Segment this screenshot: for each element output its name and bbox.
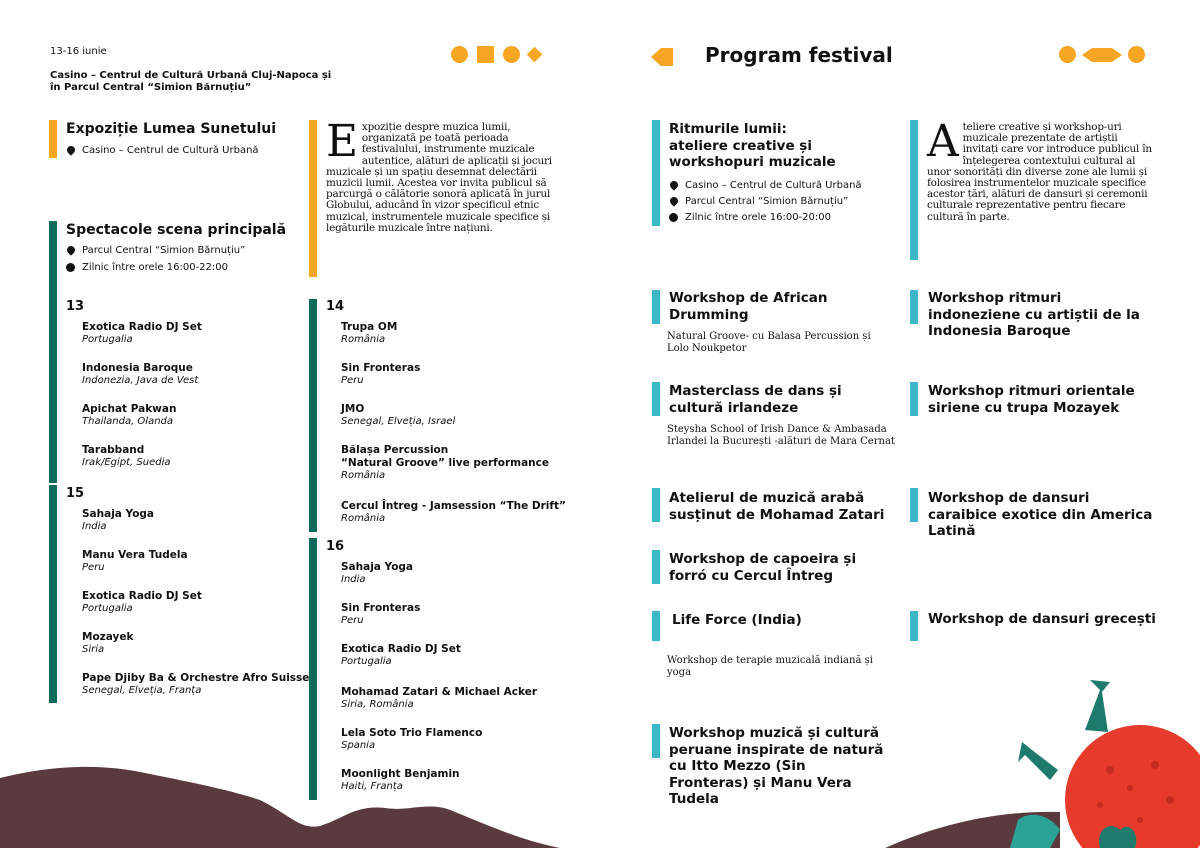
- rhythms-description: Ateliere creative și workshop-uri muzicale prezentate de artiștii invitați care vor introduce publicul în înțelegerea contextului cultural al unor sonorități din diverse zone ale lumii și folosirea instrumentelor muzicale specifice acestor țări, alături de dansuri și ceremonii culturale reprezentative pentru fiecare cultură în parte.: [927, 116, 1152, 223]
- day-14-label: 14: [326, 299, 345, 314]
- act-item: Sin Fronteras Peru: [341, 602, 421, 626]
- rhythms-location-1: Casino – Centrul de Cultură Urbană: [669, 177, 862, 193]
- workshop-title: Atelierul de muzică arabă susținut de Mohamad Zatari: [669, 490, 885, 523]
- act-item: Exotica Radio DJ Set Portugalia: [341, 643, 461, 667]
- workshop-title: Workshop ritmuri orientale siriene cu trupa Mozayek: [928, 383, 1135, 416]
- dates: 13-16 iunie: [50, 46, 107, 57]
- dropcap: E: [326, 116, 358, 167]
- section-bar: [652, 290, 660, 324]
- workshop-title: Workshop de dansuri caraibice exotice din America Latină: [928, 490, 1153, 539]
- location-pin-icon: [668, 195, 679, 206]
- act-item: Exotica Radio DJ Set Portugalia: [82, 321, 202, 345]
- section-bar: [910, 290, 918, 324]
- day-13-label: 13: [66, 299, 85, 314]
- act-item: Moonlight Benjamin Haiti, Franța: [341, 768, 460, 792]
- section-bar: [652, 611, 660, 641]
- expo-title: Expoziție Lumea Sunetului: [66, 121, 277, 137]
- workshop-title: Workshop ritmuri indoneziene cu artiștii de la Indonesia Baroque: [928, 290, 1140, 339]
- dropcap: A: [927, 116, 959, 167]
- section-bar: [910, 611, 918, 641]
- workshop-title: Workshop de capoeira și forró cu Cercul Întreg: [669, 551, 857, 584]
- workshop-subtitle: Workshop de terapie muzicală indiană și yoga: [667, 655, 873, 678]
- section-bar: [652, 550, 660, 584]
- circle-shape: [1128, 46, 1145, 63]
- act-item: Trupa OM România: [341, 321, 398, 345]
- stage-time: Zilnic între orele 16:00-22:00: [66, 259, 228, 275]
- act-item: Cercul Întreg - Jamsession “The Drift” România: [341, 500, 566, 524]
- section-bar: [652, 382, 660, 416]
- rhythms-title: Ritmurile lumii: ateliere creative și workshopuri muzicale: [669, 121, 836, 170]
- virus-illustration: [990, 670, 1200, 848]
- workshop-title: Workshop muzică și cultură peruane inspirate de natură cu Itto Mezzo (Sin Fronteras) și Manu Vera Tudela: [669, 725, 884, 807]
- section-bar: [910, 382, 918, 416]
- workshop-title: Life Force (India): [672, 612, 802, 628]
- act-item: Manu Vera Tudela Peru: [82, 549, 188, 573]
- circle-shape: [1059, 46, 1076, 63]
- rhythms-location-2: Parcul Central “Simion Bărnuțiu”: [669, 193, 848, 209]
- decor-shapes-right: [1059, 46, 1145, 63]
- arrow-left-icon: [651, 48, 673, 71]
- clock-icon: [669, 213, 678, 222]
- location-pin-icon: [668, 179, 679, 190]
- expo-description: Expoziție despre muzica lumii, organizată pe toată perioada festivalului, instrumente muzicale autentice, alături de aplicații și jocuri muzicale și un spațiu desemnat delectării muzicii lumii. Acestea vor invita publicul să parcurgă o călătorie sonoră aplicată în jurul Globului, aducând în vizor specificul etnic muzical, instrumentele muzicale specifice și legăturile muzicale între națiuni.: [326, 116, 552, 234]
- act-item: JMO Senegal, Elveția, Israel: [341, 403, 456, 427]
- section-bar: [652, 724, 660, 758]
- act-item: Mozayek Siria: [82, 631, 134, 655]
- act-item: Apichat Pakwan Thailanda, Olanda: [82, 403, 177, 427]
- day-15-label: 15: [66, 486, 85, 501]
- section-bar: [652, 120, 660, 226]
- workshop-title: Workshop de dansuri grecești: [928, 611, 1156, 627]
- act-item: Bălașa Percussion “Natural Groove” live performance România: [341, 444, 549, 481]
- act-item: Tarabband Irak/Egipt, Suedia: [82, 444, 171, 468]
- act-item: Sahaja Yoga India: [82, 508, 155, 532]
- day-16-label: 16: [326, 539, 345, 554]
- workshop-title: Workshop de African Drumming: [669, 290, 828, 323]
- venue-line-2: în Parcul Central “Simion Bărnuțiu”: [50, 82, 252, 93]
- section-bar: [910, 488, 918, 522]
- act-item: Mohamad Zatari & Michael Acker Siria, România: [341, 686, 538, 710]
- stage-location: Parcul Central “Simion Bărnuțiu”: [66, 242, 245, 258]
- act-item: Lela Soto Trio Flamenco Spania: [341, 727, 483, 751]
- venue-line-1: Casino – Centrul de Cultură Urbană Cluj-Napoca și: [50, 70, 332, 81]
- stage-title: Spectacole scena principală: [66, 222, 287, 238]
- workshop-subtitle: Steysha School of Irish Dance & Ambasada Irlandei la București -alături de Mara Cernat: [667, 424, 895, 447]
- page-title: Program festival: [705, 43, 893, 67]
- act-item: Indonesia Baroque Indonezia, Java de Vest: [82, 362, 199, 386]
- rhythms-time: Zilnic între orele 16:00-20:00: [669, 209, 831, 225]
- workshop-title: Masterclass de dans și cultură irlandeze: [669, 383, 842, 416]
- workshop-subtitle: Natural Groove- cu Balasa Percussion și Lolo Noukpetor: [667, 331, 871, 354]
- act-item: Exotica Radio DJ Set Portugalia: [82, 590, 202, 614]
- expo-location: Casino – Centrul de Cultură Urbană: [66, 142, 259, 158]
- double-arrow-shape: [1082, 48, 1122, 62]
- act-item: Sin Fronteras Peru: [341, 362, 421, 386]
- section-bar: [910, 120, 918, 260]
- act-item: Pape Djiby Ba & Orchestre Afro Suisse Senegal, Elveția, Franța: [82, 672, 310, 696]
- act-item: Sahaja Yoga India: [341, 561, 414, 585]
- section-bar: [652, 488, 660, 522]
